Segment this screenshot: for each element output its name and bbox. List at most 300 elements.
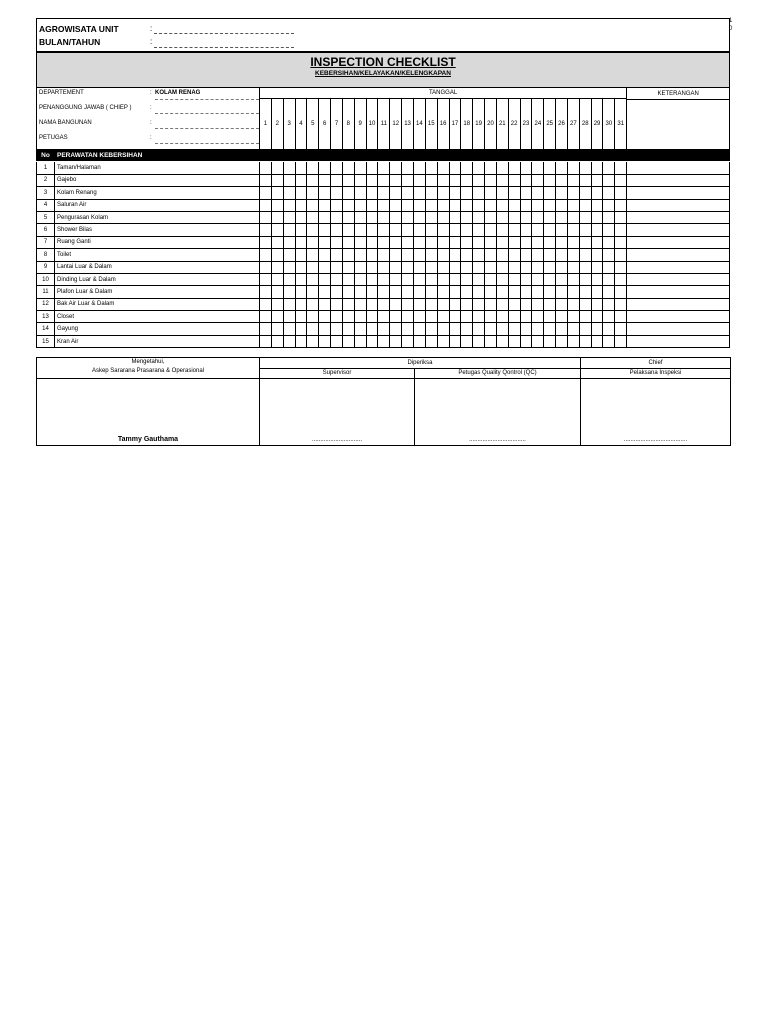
- check-cell[interactable]: [473, 224, 485, 236]
- check-cell[interactable]: [342, 311, 354, 323]
- check-cell[interactable]: [520, 273, 532, 285]
- check-cell[interactable]: [271, 199, 283, 211]
- check-cell[interactable]: [544, 187, 556, 199]
- check-cell[interactable]: [260, 273, 272, 285]
- check-cell[interactable]: [449, 249, 461, 261]
- check-cell[interactable]: [556, 273, 568, 285]
- check-cell[interactable]: [378, 199, 390, 211]
- check-cell[interactable]: [307, 211, 319, 223]
- check-cell[interactable]: [485, 261, 497, 273]
- check-cell[interactable]: [544, 311, 556, 323]
- check-cell[interactable]: [437, 286, 449, 298]
- check-cell[interactable]: [271, 298, 283, 310]
- check-cell[interactable]: [485, 236, 497, 248]
- check-cell[interactable]: [331, 286, 343, 298]
- check-cell[interactable]: [319, 261, 331, 273]
- check-cell[interactable]: [461, 162, 473, 174]
- check-cell[interactable]: [307, 298, 319, 310]
- check-cell[interactable]: [402, 187, 414, 199]
- check-cell[interactable]: [615, 174, 627, 186]
- check-cell[interactable]: [603, 298, 615, 310]
- check-cell[interactable]: [567, 335, 579, 347]
- check-cell[interactable]: [532, 249, 544, 261]
- keterangan-cell[interactable]: [627, 286, 730, 298]
- check-cell[interactable]: [425, 311, 437, 323]
- check-cell[interactable]: [366, 323, 378, 335]
- check-cell[interactable]: [319, 273, 331, 285]
- check-cell[interactable]: [425, 286, 437, 298]
- check-cell[interactable]: [556, 311, 568, 323]
- check-cell[interactable]: [260, 199, 272, 211]
- check-cell[interactable]: [425, 199, 437, 211]
- check-cell[interactable]: [496, 236, 508, 248]
- check-cell[interactable]: [283, 298, 295, 310]
- check-cell[interactable]: [485, 323, 497, 335]
- check-cell[interactable]: [378, 298, 390, 310]
- check-cell[interactable]: [615, 286, 627, 298]
- check-cell[interactable]: [579, 211, 591, 223]
- check-cell[interactable]: [307, 224, 319, 236]
- check-cell[interactable]: [579, 286, 591, 298]
- check-cell[interactable]: [319, 286, 331, 298]
- check-cell[interactable]: [603, 211, 615, 223]
- keterangan-cell[interactable]: [627, 298, 730, 310]
- check-cell[interactable]: [437, 236, 449, 248]
- check-cell[interactable]: [319, 298, 331, 310]
- check-cell[interactable]: [579, 174, 591, 186]
- check-cell[interactable]: [271, 286, 283, 298]
- check-cell[interactable]: [260, 249, 272, 261]
- check-cell[interactable]: [283, 162, 295, 174]
- check-cell[interactable]: [485, 273, 497, 285]
- check-cell[interactable]: [413, 286, 425, 298]
- keterangan-cell[interactable]: [627, 199, 730, 211]
- check-cell[interactable]: [437, 162, 449, 174]
- check-cell[interactable]: [331, 187, 343, 199]
- check-cell[interactable]: [283, 273, 295, 285]
- check-cell[interactable]: [271, 273, 283, 285]
- check-cell[interactable]: [295, 174, 307, 186]
- check-cell[interactable]: [473, 311, 485, 323]
- check-cell[interactable]: [425, 211, 437, 223]
- check-cell[interactable]: [508, 261, 520, 273]
- check-cell[interactable]: [402, 323, 414, 335]
- check-cell[interactable]: [390, 162, 402, 174]
- check-cell[interactable]: [366, 211, 378, 223]
- check-cell[interactable]: [283, 187, 295, 199]
- check-cell[interactable]: [307, 311, 319, 323]
- check-cell[interactable]: [366, 224, 378, 236]
- check-cell[interactable]: [556, 298, 568, 310]
- check-cell[interactable]: [283, 174, 295, 186]
- check-cell[interactable]: [449, 162, 461, 174]
- check-cell[interactable]: [603, 286, 615, 298]
- check-cell[interactable]: [342, 236, 354, 248]
- check-cell[interactable]: [307, 323, 319, 335]
- check-cell[interactable]: [413, 249, 425, 261]
- check-cell[interactable]: [331, 311, 343, 323]
- check-cell[interactable]: [390, 311, 402, 323]
- check-cell[interactable]: [425, 323, 437, 335]
- check-cell[interactable]: [260, 298, 272, 310]
- check-cell[interactable]: [485, 311, 497, 323]
- check-cell[interactable]: [532, 162, 544, 174]
- check-cell[interactable]: [520, 335, 532, 347]
- check-cell[interactable]: [271, 323, 283, 335]
- check-cell[interactable]: [615, 162, 627, 174]
- check-cell[interactable]: [331, 298, 343, 310]
- check-cell[interactable]: [283, 335, 295, 347]
- check-cell[interactable]: [508, 273, 520, 285]
- check-cell[interactable]: [496, 249, 508, 261]
- check-cell[interactable]: [449, 273, 461, 285]
- check-cell[interactable]: [591, 187, 603, 199]
- check-cell[interactable]: [496, 298, 508, 310]
- check-cell[interactable]: [271, 162, 283, 174]
- check-cell[interactable]: [591, 273, 603, 285]
- check-cell[interactable]: [556, 249, 568, 261]
- check-cell[interactable]: [437, 224, 449, 236]
- check-cell[interactable]: [473, 199, 485, 211]
- check-cell[interactable]: [473, 249, 485, 261]
- check-cell[interactable]: [508, 187, 520, 199]
- check-cell[interactable]: [508, 323, 520, 335]
- check-cell[interactable]: [437, 335, 449, 347]
- check-cell[interactable]: [485, 162, 497, 174]
- check-cell[interactable]: [354, 211, 366, 223]
- check-cell[interactable]: [496, 335, 508, 347]
- check-cell[interactable]: [425, 273, 437, 285]
- check-cell[interactable]: [496, 162, 508, 174]
- check-cell[interactable]: [615, 187, 627, 199]
- check-cell[interactable]: [508, 224, 520, 236]
- check-cell[interactable]: [520, 249, 532, 261]
- check-cell[interactable]: [437, 187, 449, 199]
- check-cell[interactable]: [567, 273, 579, 285]
- check-cell[interactable]: [331, 162, 343, 174]
- check-cell[interactable]: [473, 323, 485, 335]
- check-cell[interactable]: [390, 224, 402, 236]
- check-cell[interactable]: [615, 199, 627, 211]
- check-cell[interactable]: [520, 311, 532, 323]
- check-cell[interactable]: [591, 335, 603, 347]
- check-cell[interactable]: [508, 174, 520, 186]
- check-cell[interactable]: [579, 311, 591, 323]
- check-cell[interactable]: [485, 199, 497, 211]
- check-cell[interactable]: [449, 311, 461, 323]
- check-cell[interactable]: [508, 249, 520, 261]
- qc-signature-box[interactable]: [415, 379, 581, 446]
- check-cell[interactable]: [307, 286, 319, 298]
- check-cell[interactable]: [425, 298, 437, 310]
- check-cell[interactable]: [449, 199, 461, 211]
- check-cell[interactable]: [520, 286, 532, 298]
- check-cell[interactable]: [544, 199, 556, 211]
- check-cell[interactable]: [319, 335, 331, 347]
- check-cell[interactable]: [378, 236, 390, 248]
- check-cell[interactable]: [603, 335, 615, 347]
- check-cell[interactable]: [413, 261, 425, 273]
- check-cell[interactable]: [271, 174, 283, 186]
- check-cell[interactable]: [342, 174, 354, 186]
- period-field[interactable]: [154, 47, 294, 48]
- check-cell[interactable]: [354, 187, 366, 199]
- check-cell[interactable]: [461, 335, 473, 347]
- check-cell[interactable]: [532, 286, 544, 298]
- check-cell[interactable]: [366, 311, 378, 323]
- check-cell[interactable]: [567, 236, 579, 248]
- check-cell[interactable]: [473, 273, 485, 285]
- check-cell[interactable]: [437, 311, 449, 323]
- check-cell[interactable]: [331, 323, 343, 335]
- check-cell[interactable]: [402, 236, 414, 248]
- keterangan-cell[interactable]: [627, 249, 730, 261]
- check-cell[interactable]: [567, 298, 579, 310]
- check-cell[interactable]: [413, 311, 425, 323]
- check-cell[interactable]: [544, 162, 556, 174]
- check-cell[interactable]: [331, 224, 343, 236]
- check-cell[interactable]: [319, 162, 331, 174]
- check-cell[interactable]: [603, 273, 615, 285]
- check-cell[interactable]: [603, 311, 615, 323]
- check-cell[interactable]: [295, 211, 307, 223]
- check-cell[interactable]: [413, 298, 425, 310]
- keterangan-cell[interactable]: [627, 174, 730, 186]
- check-cell[interactable]: [437, 298, 449, 310]
- check-cell[interactable]: [295, 249, 307, 261]
- check-cell[interactable]: [615, 249, 627, 261]
- check-cell[interactable]: [485, 298, 497, 310]
- check-cell[interactable]: [331, 249, 343, 261]
- check-cell[interactable]: [532, 273, 544, 285]
- check-cell[interactable]: [342, 323, 354, 335]
- check-cell[interactable]: [295, 323, 307, 335]
- check-cell[interactable]: [496, 199, 508, 211]
- check-cell[interactable]: [449, 286, 461, 298]
- check-cell[interactable]: [615, 224, 627, 236]
- check-cell[interactable]: [354, 286, 366, 298]
- check-cell[interactable]: [366, 162, 378, 174]
- check-cell[interactable]: [271, 211, 283, 223]
- check-cell[interactable]: [520, 261, 532, 273]
- check-cell[interactable]: [496, 286, 508, 298]
- check-cell[interactable]: [591, 199, 603, 211]
- check-cell[interactable]: [567, 323, 579, 335]
- check-cell[interactable]: [390, 187, 402, 199]
- check-cell[interactable]: [461, 224, 473, 236]
- check-cell[interactable]: [485, 211, 497, 223]
- check-cell[interactable]: [331, 273, 343, 285]
- check-cell[interactable]: [508, 162, 520, 174]
- check-cell[interactable]: [556, 286, 568, 298]
- check-cell[interactable]: [556, 211, 568, 223]
- check-cell[interactable]: [449, 298, 461, 310]
- check-cell[interactable]: [413, 211, 425, 223]
- check-cell[interactable]: [354, 249, 366, 261]
- check-cell[interactable]: [271, 249, 283, 261]
- check-cell[interactable]: [402, 199, 414, 211]
- check-cell[interactable]: [425, 236, 437, 248]
- check-cell[interactable]: [591, 236, 603, 248]
- check-cell[interactable]: [437, 273, 449, 285]
- check-cell[interactable]: [319, 199, 331, 211]
- check-cell[interactable]: [461, 211, 473, 223]
- check-cell[interactable]: [342, 286, 354, 298]
- check-cell[interactable]: [366, 273, 378, 285]
- check-cell[interactable]: [390, 261, 402, 273]
- check-cell[interactable]: [461, 174, 473, 186]
- check-cell[interactable]: [473, 335, 485, 347]
- keterangan-cell[interactable]: [627, 162, 730, 174]
- check-cell[interactable]: [532, 199, 544, 211]
- check-cell[interactable]: [342, 199, 354, 211]
- check-cell[interactable]: [496, 224, 508, 236]
- check-cell[interactable]: [295, 224, 307, 236]
- check-cell[interactable]: [307, 273, 319, 285]
- keterangan-cell[interactable]: [627, 224, 730, 236]
- check-cell[interactable]: [544, 323, 556, 335]
- check-cell[interactable]: [402, 273, 414, 285]
- check-cell[interactable]: [532, 174, 544, 186]
- check-cell[interactable]: [449, 211, 461, 223]
- check-cell[interactable]: [520, 298, 532, 310]
- check-cell[interactable]: [449, 323, 461, 335]
- check-cell[interactable]: [271, 236, 283, 248]
- check-cell[interactable]: [603, 174, 615, 186]
- check-cell[interactable]: [425, 187, 437, 199]
- check-cell[interactable]: [567, 249, 579, 261]
- check-cell[interactable]: [603, 224, 615, 236]
- check-cell[interactable]: [532, 298, 544, 310]
- check-cell[interactable]: [437, 199, 449, 211]
- check-cell[interactable]: [354, 273, 366, 285]
- check-cell[interactable]: [615, 298, 627, 310]
- check-cell[interactable]: [260, 286, 272, 298]
- check-cell[interactable]: [295, 286, 307, 298]
- check-cell[interactable]: [271, 311, 283, 323]
- officer-field[interactable]: [155, 143, 259, 144]
- check-cell[interactable]: [544, 298, 556, 310]
- check-cell[interactable]: [378, 249, 390, 261]
- check-cell[interactable]: [354, 323, 366, 335]
- check-cell[interactable]: [295, 199, 307, 211]
- check-cell[interactable]: [378, 187, 390, 199]
- check-cell[interactable]: [603, 162, 615, 174]
- check-cell[interactable]: [508, 199, 520, 211]
- check-cell[interactable]: [461, 286, 473, 298]
- check-cell[interactable]: [508, 311, 520, 323]
- check-cell[interactable]: [260, 236, 272, 248]
- check-cell[interactable]: [295, 261, 307, 273]
- check-cell[interactable]: [319, 249, 331, 261]
- check-cell[interactable]: [378, 311, 390, 323]
- check-cell[interactable]: [342, 298, 354, 310]
- check-cell[interactable]: [425, 249, 437, 261]
- check-cell[interactable]: [437, 261, 449, 273]
- check-cell[interactable]: [402, 174, 414, 186]
- check-cell[interactable]: [579, 236, 591, 248]
- check-cell[interactable]: [473, 261, 485, 273]
- check-cell[interactable]: [449, 174, 461, 186]
- check-cell[interactable]: [556, 199, 568, 211]
- check-cell[interactable]: [591, 162, 603, 174]
- check-cell[interactable]: [425, 224, 437, 236]
- check-cell[interactable]: [485, 249, 497, 261]
- check-cell[interactable]: [520, 211, 532, 223]
- check-cell[interactable]: [556, 187, 568, 199]
- check-cell[interactable]: [260, 335, 272, 347]
- check-cell[interactable]: [437, 174, 449, 186]
- check-cell[interactable]: [496, 261, 508, 273]
- check-cell[interactable]: [295, 273, 307, 285]
- check-cell[interactable]: [461, 199, 473, 211]
- check-cell[interactable]: [461, 323, 473, 335]
- check-cell[interactable]: [354, 162, 366, 174]
- check-cell[interactable]: [591, 224, 603, 236]
- check-cell[interactable]: [520, 199, 532, 211]
- check-cell[interactable]: [342, 335, 354, 347]
- check-cell[interactable]: [496, 187, 508, 199]
- check-cell[interactable]: [520, 236, 532, 248]
- check-cell[interactable]: [366, 174, 378, 186]
- check-cell[interactable]: [425, 162, 437, 174]
- check-cell[interactable]: [461, 236, 473, 248]
- check-cell[interactable]: [331, 335, 343, 347]
- check-cell[interactable]: [390, 249, 402, 261]
- check-cell[interactable]: [260, 311, 272, 323]
- check-cell[interactable]: [544, 335, 556, 347]
- keterangan-cell[interactable]: [627, 187, 730, 199]
- check-cell[interactable]: [307, 236, 319, 248]
- check-cell[interactable]: [331, 211, 343, 223]
- check-cell[interactable]: [260, 174, 272, 186]
- check-cell[interactable]: [260, 323, 272, 335]
- check-cell[interactable]: [579, 273, 591, 285]
- check-cell[interactable]: [307, 261, 319, 273]
- check-cell[interactable]: [354, 298, 366, 310]
- check-cell[interactable]: [544, 174, 556, 186]
- check-cell[interactable]: [283, 261, 295, 273]
- check-cell[interactable]: [615, 311, 627, 323]
- check-cell[interactable]: [413, 187, 425, 199]
- check-cell[interactable]: [556, 162, 568, 174]
- check-cell[interactable]: [603, 323, 615, 335]
- check-cell[interactable]: [532, 187, 544, 199]
- check-cell[interactable]: [354, 224, 366, 236]
- check-cell[interactable]: [319, 187, 331, 199]
- check-cell[interactable]: [260, 187, 272, 199]
- check-cell[interactable]: [449, 261, 461, 273]
- check-cell[interactable]: [342, 261, 354, 273]
- check-cell[interactable]: [390, 335, 402, 347]
- check-cell[interactable]: [508, 236, 520, 248]
- check-cell[interactable]: [449, 236, 461, 248]
- keterangan-cell[interactable]: [627, 236, 730, 248]
- check-cell[interactable]: [283, 211, 295, 223]
- check-cell[interactable]: [402, 162, 414, 174]
- check-cell[interactable]: [354, 199, 366, 211]
- check-cell[interactable]: [532, 323, 544, 335]
- check-cell[interactable]: [366, 199, 378, 211]
- check-cell[interactable]: [485, 174, 497, 186]
- check-cell[interactable]: [532, 236, 544, 248]
- check-cell[interactable]: [295, 187, 307, 199]
- check-cell[interactable]: [271, 261, 283, 273]
- check-cell[interactable]: [591, 261, 603, 273]
- check-cell[interactable]: [579, 224, 591, 236]
- check-cell[interactable]: [354, 174, 366, 186]
- check-cell[interactable]: [579, 162, 591, 174]
